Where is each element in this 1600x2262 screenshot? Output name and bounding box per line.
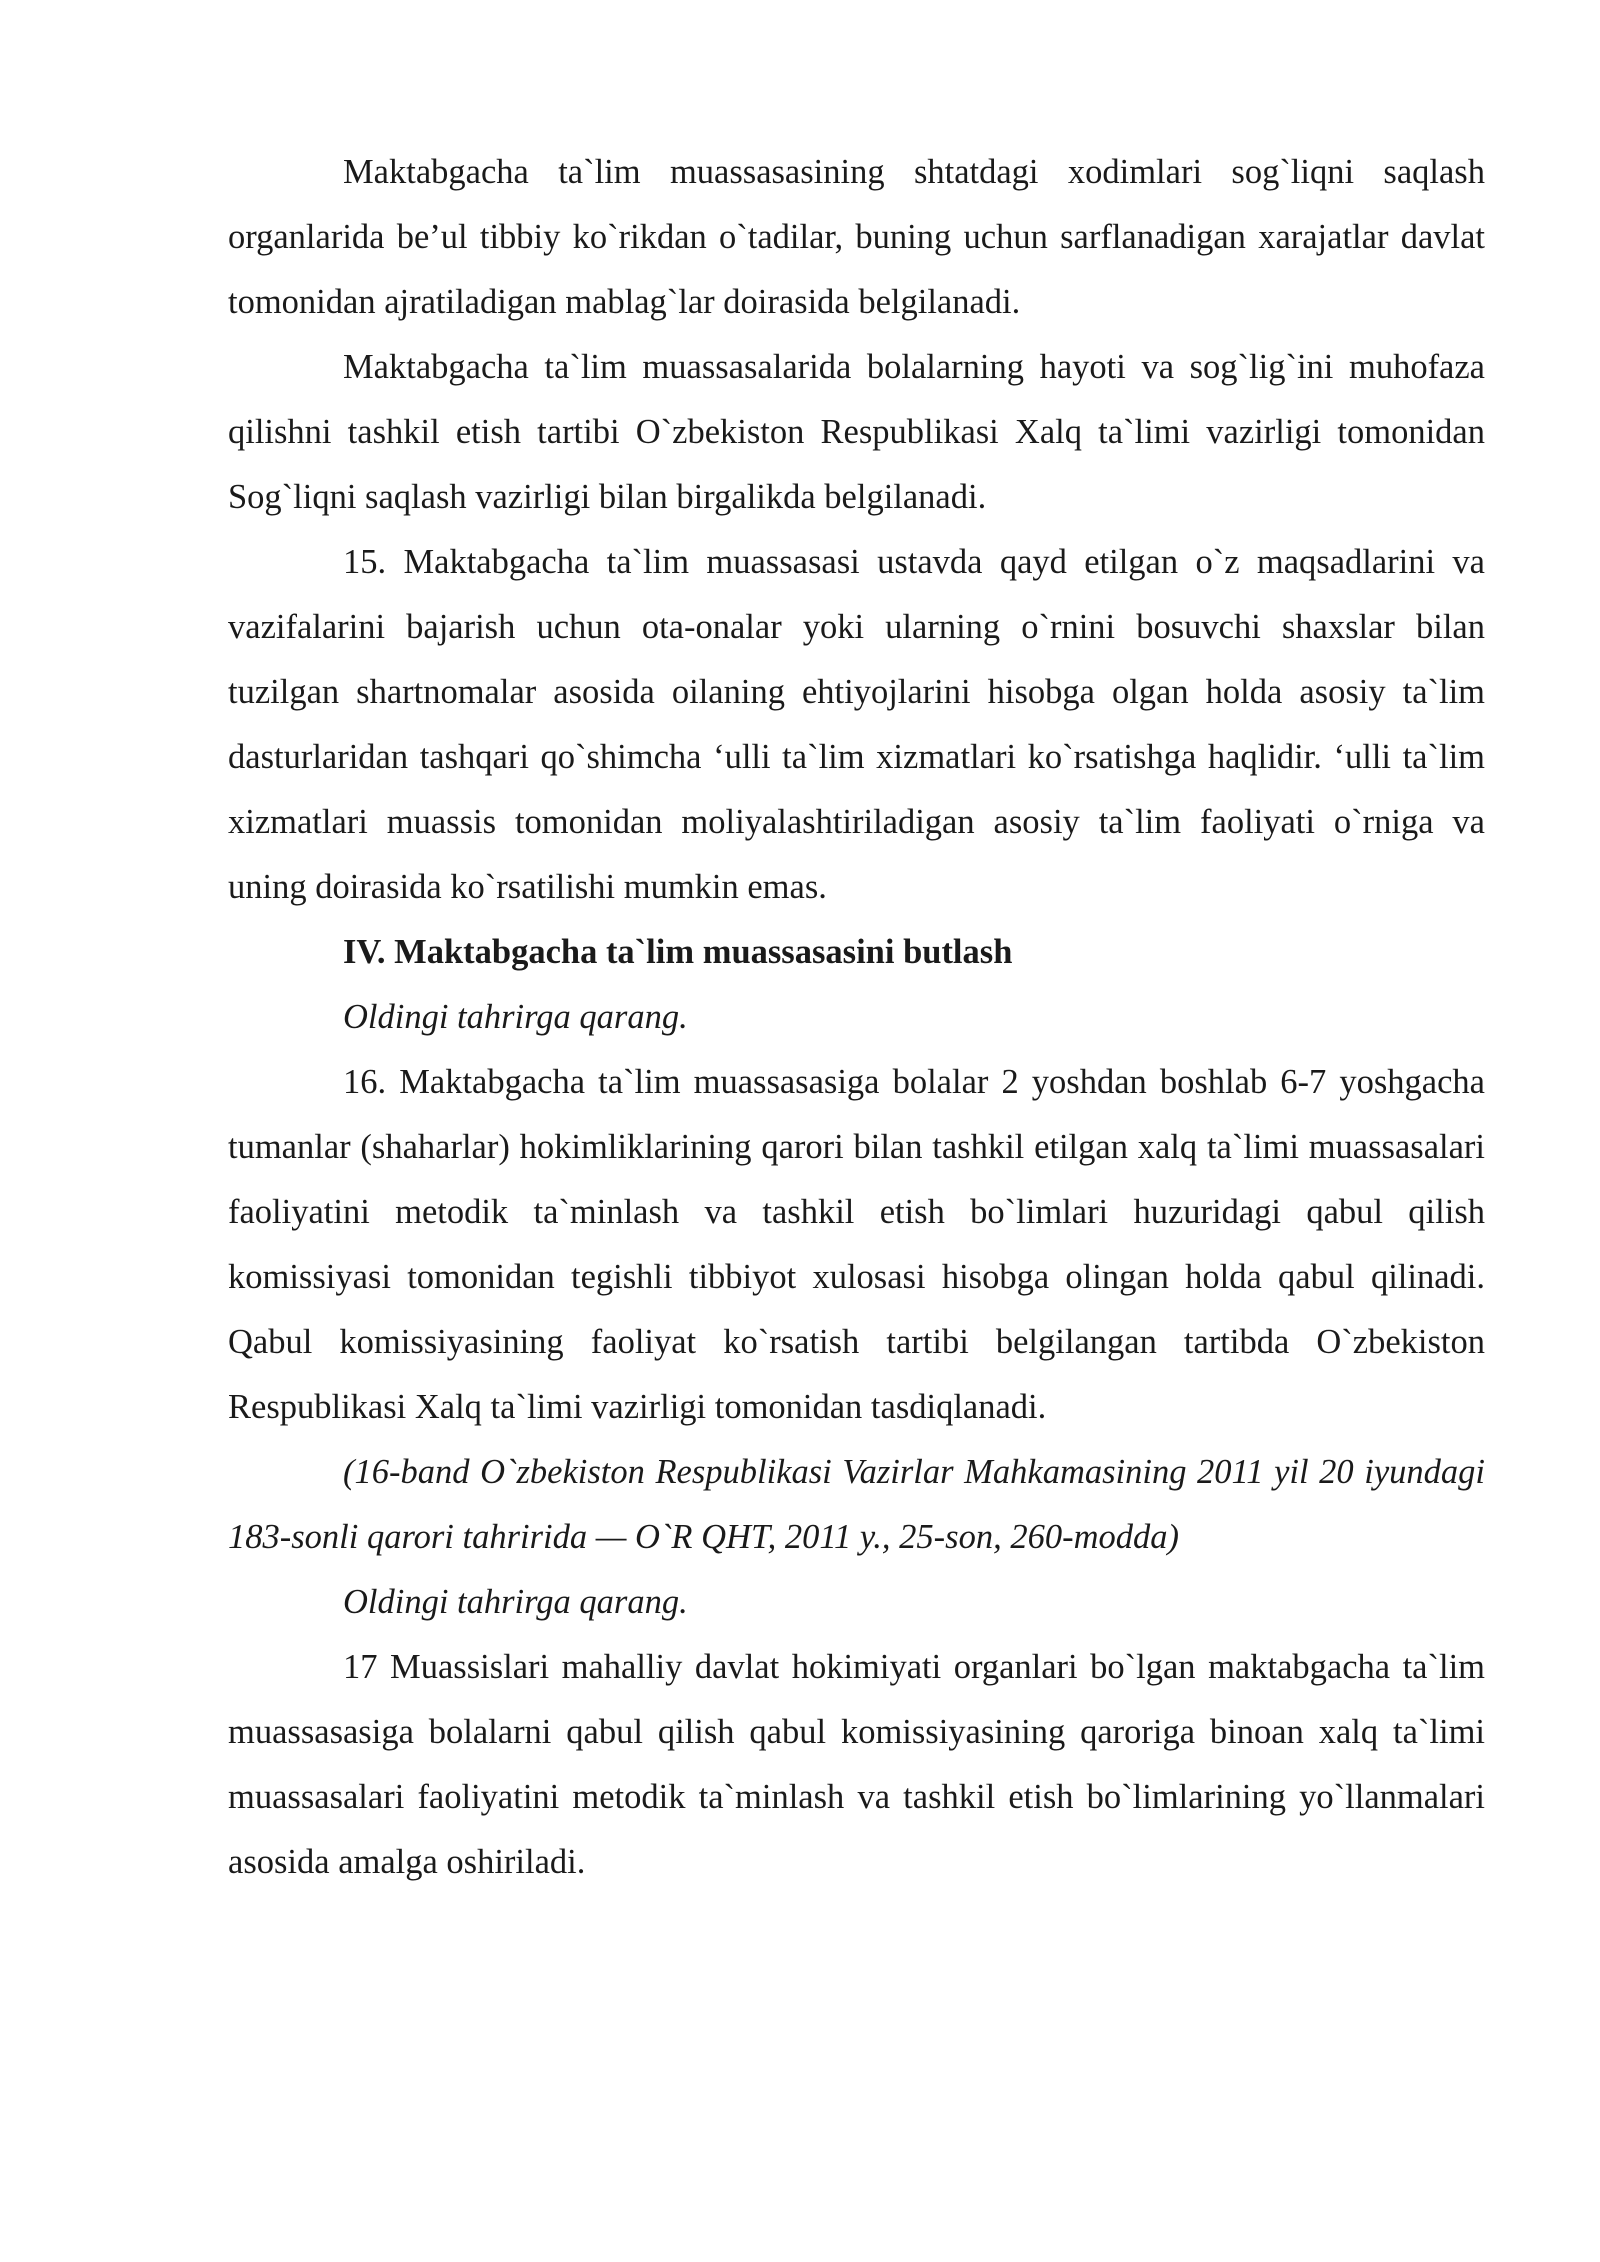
previous-edition-link-2[interactable]: Oldingi tahrirga qarang. xyxy=(343,1583,688,1621)
paragraph-15-additional-services: 15. Maktabgacha ta`lim muassasasi ustavda qayd etilgan o`z maqsadlarini va vazifalarini bajarish uchun ota-onalar yoki ularning o`rnini bosuvchi shaxslar bilan tuzilgan shartnomalar asosida oilaning ehtiyojlarini hisobga olgan holda asosiy ta`lim dasturlaridan tashqari qo`shimcha ‘ulli ta`lim xizmatlari ko`rsatishga haqlidir. ‘ulli ta`lim xizmatlari muassis tomonidan moliyalashtiriladigan asosiy ta`lim faoliyati o`rniga va uning doirasida ko`rsatilishi mumkin emas. xyxy=(228,543,1485,906)
paragraph-16-admission: 16. Maktabgacha ta`lim muassasasiga bolalar 2 yoshdan boshlab 6-7 yoshgacha tumanlar (shaharlar) hokimliklarining qarori bilan tashkil etilgan xalq ta`limi muassasalari faoliyatini metodik ta`minlash va tashkil etish bo`limlari huzuridagi qabul qilish komissiyasi tomonidan tegishli tibbiyot xulosasi hisobga olingan holda qabul qilinadi. Qabul komissiyasining faoliyat ko`rsatish tartibi belgilangan tartibda O`zbekiston Respublikasi Xalq ta`limi vazirligi tomonidan tasdiqlanadi. xyxy=(228,1063,1485,1426)
paragraph-17-referrals: 17 Muassislari mahalliy davlat hokimiyati organlari bo`lgan maktabgacha ta`lim muassasasiga bolalarni qabul qilish qabul komissiyasining qaroriga binoan xalq ta`limi muassasalari faoliyatini metodik ta`minlash va tashkil etish bo`limlarining yo`llanmalari asosida amalga oshiriladi. xyxy=(228,1648,1485,1881)
paragraph-staff-medical-checkup: Maktabgacha ta`lim muassasasining shtatdagi xodimlari sog`liqni saqlash organlarida be’ul tibbiy ko`rikdan o`tadilar, buning uchun sarflanadigan xarajatlar davlat tomonidan ajratiladigan mablag`lar doirasida belgilanadi. xyxy=(228,153,1485,321)
paragraph-child-health-protection: Maktabgacha ta`lim muassasalarida bolalarning hayoti va sog`lig`ini muhofaza qilishni tashkil etish tartibi O`zbekiston Respublikasi Xalq ta`limi vazirligi tomonidan Sog`liqni saqlash vazirligi bilan birgalikda belgilanadi. xyxy=(228,348,1485,516)
section-heading-iv: IV. Maktabgacha ta`lim muassasasini butlash xyxy=(343,933,1013,971)
previous-edition-link[interactable]: Oldingi tahrirga qarang. xyxy=(343,998,688,1036)
amendment-note-16: (16-band O`zbekiston Respublikasi Vazirlar Mahkamasining 2011 yil 20 iyundagi 183-sonli qarori tahririda — O`R QHT, 2011 y., 25-son, 260-modda) xyxy=(228,1453,1485,1556)
document-page xyxy=(228,140,1485,1895)
